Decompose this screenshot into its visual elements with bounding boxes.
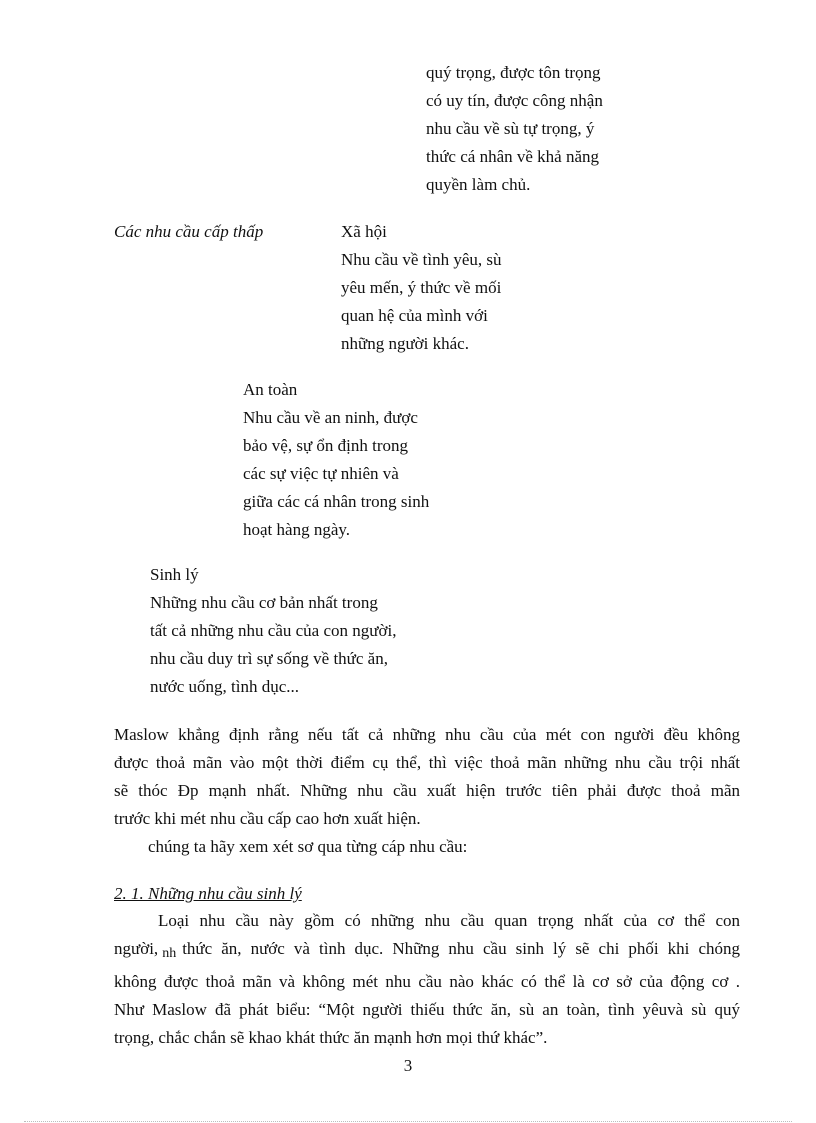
safety-line: Nhu cầu về an ninh, được <box>243 408 418 427</box>
social-line: yêu mến, ý thức về mối <box>341 278 502 297</box>
social-line: quan hệ của mình với <box>341 306 488 325</box>
physiological-needs-block <box>150 561 396 701</box>
social-needs-block <box>341 218 502 358</box>
paragraph-line: Maslow khẳng định rằng nếu tất cả những nhu cầu của mét con người đều không <box>114 725 740 744</box>
paragraph-fragment: thức ăn, nước và tình dục. Những nhu cầu sinh lý sẽ chi phối khi chóng <box>182 939 740 958</box>
safety-line: hoạt hàng ngày. <box>243 520 351 539</box>
paragraph-fragment: người, <box>114 939 159 958</box>
safety-line: giữa các cá nhân trong sinh <box>243 492 430 511</box>
paragraph-line: trước khi mét nhu cầu cấp cao hơn xuất hiện. <box>114 809 421 828</box>
physiological-line: nước uống, tình dục... <box>150 677 299 696</box>
safety-needs-block <box>243 376 429 544</box>
social-line: Nhu cầu về tình yêu, sù <box>341 250 502 269</box>
page-bottom-rule <box>24 1121 792 1122</box>
maslow-paragraph <box>114 721 740 833</box>
paragraph-line <box>114 935 740 968</box>
small-text-fragment: nh <box>162 946 177 961</box>
esteem-line: có uy tín, được công nhận <box>426 91 603 110</box>
physiological-section-paragraph <box>114 907 740 1052</box>
social-needs-title: Xã hội <box>341 222 387 241</box>
safety-line: bảo vệ, sự ổn định trong <box>243 436 409 455</box>
low-level-needs-label: Các nhu cầu cấp thấp <box>114 222 264 241</box>
paragraph-line: được thoả mãn vào một thời điểm cụ thể, thì việc thoả mãn những nhu cầu trội nhất <box>114 753 740 772</box>
esteem-needs-block <box>426 59 603 199</box>
physiological-needs-title: Sinh lý <box>150 565 199 584</box>
safety-line: các sự việc tự nhiên và <box>243 464 399 483</box>
esteem-line: nhu cầu về sù tự trọng, ý <box>426 119 595 138</box>
page-number: 3 <box>403 1056 413 1075</box>
section-heading: 2. 1. Những nhu cầu sinh lý <box>114 884 302 903</box>
physiological-line: nhu cầu duy trì sự sống về thức ăn, <box>150 649 388 668</box>
physiological-line: Những nhu cầu cơ bản nhất trong <box>150 593 378 612</box>
intro-line: chúng ta hãy xem xét sơ qua từng cáp nhu cầu: <box>148 837 468 856</box>
esteem-line: quý trọng, được tôn trọng <box>426 63 601 82</box>
physiological-line: tất cả những nhu cầu của con người, <box>150 621 397 640</box>
esteem-line: thức cá nhân về khả năng <box>426 147 600 166</box>
paragraph-line: sẽ thóc Đp mạnh nhất. Những nhu cầu xuất hiện trước tiên phải được thoả mãn <box>114 781 740 800</box>
paragraph-line: Như Maslow đã phát biểu: “Một người thiếu thức ăn, sù an toàn, tình yêuvà sù quý <box>114 1000 740 1019</box>
social-line: những người khác. <box>341 334 469 353</box>
paragraph-line: Loại nhu cầu này gồm có những nhu cầu quan trọng nhất của cơ thể con <box>158 911 740 930</box>
paragraph-line: không được thoả mãn và không mét nhu cầu nào khác có thể là cơ sở của động cơ . <box>114 972 740 991</box>
esteem-line: quyền làm chủ. <box>426 175 531 194</box>
paragraph-line: trọng, chắc chắn sẽ khao khát thức ăn mạnh hơn mọi thứ khác”. <box>114 1028 548 1047</box>
safety-needs-title: An toàn <box>243 380 298 399</box>
